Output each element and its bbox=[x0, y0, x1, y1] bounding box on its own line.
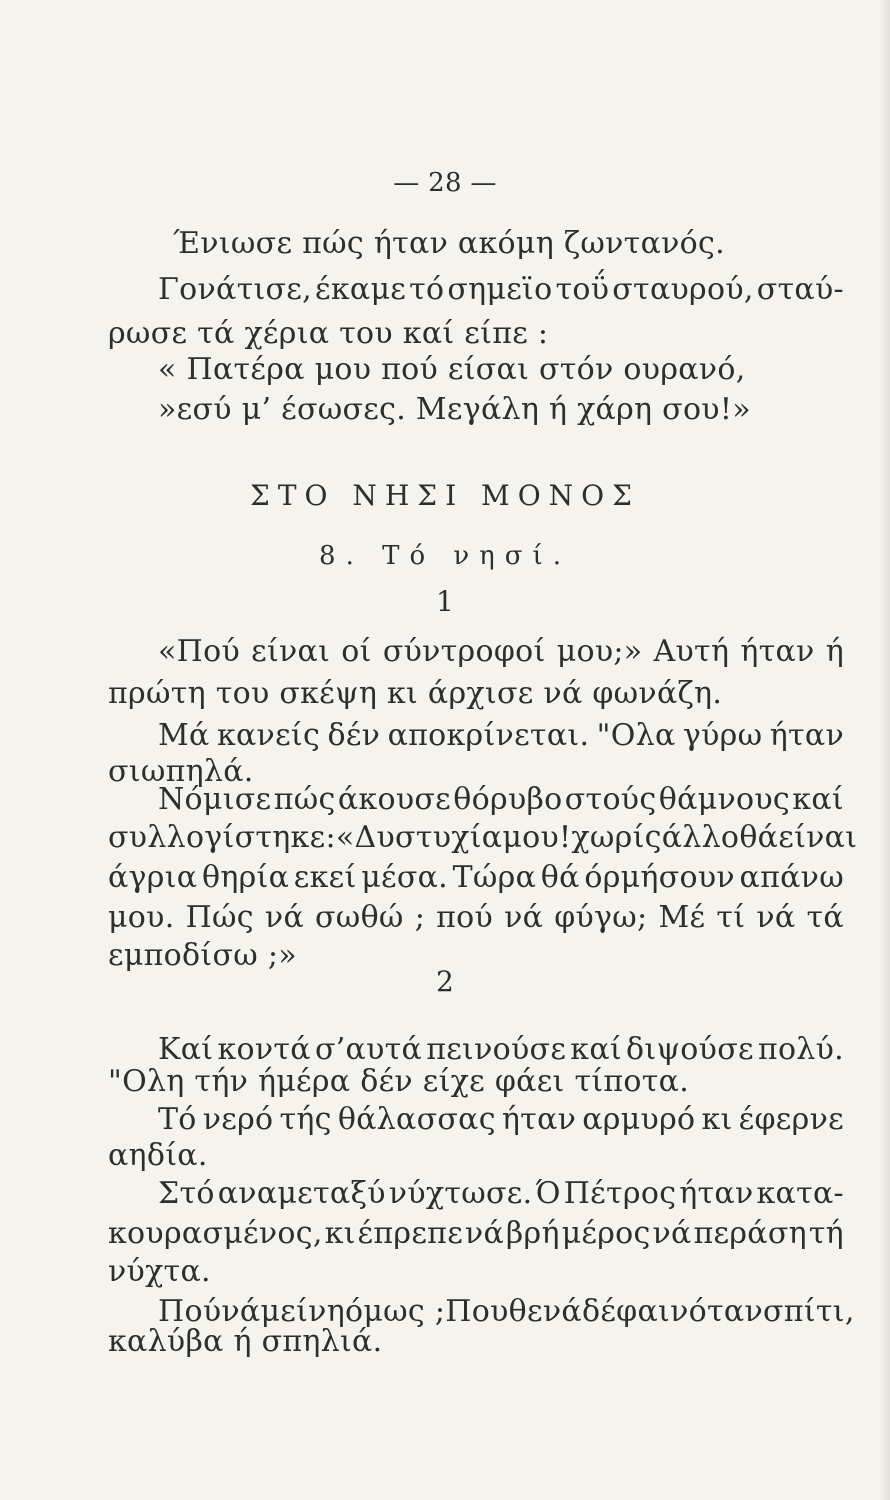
word: κατα- bbox=[756, 1176, 844, 1211]
word: αρμυρό bbox=[582, 1102, 696, 1137]
text-line: καλύβα ή σπηλιά. bbox=[108, 1324, 383, 1359]
word: νά bbox=[464, 1216, 505, 1251]
word: "Ολα bbox=[596, 718, 676, 753]
word: τά bbox=[806, 900, 844, 935]
word: δέ bbox=[581, 1294, 617, 1329]
text-line bbox=[158, 1176, 844, 1212]
word: θά bbox=[739, 820, 779, 855]
word: απάνω bbox=[739, 860, 844, 895]
word: αποκρίνεται. bbox=[387, 718, 590, 753]
word: άγρια bbox=[108, 860, 198, 895]
word: κουρασμένος, bbox=[108, 1216, 323, 1251]
word: τή bbox=[808, 1216, 844, 1251]
text-line bbox=[158, 634, 844, 670]
word: κανείς bbox=[216, 718, 321, 753]
word: μέσα. bbox=[361, 860, 448, 895]
word: ή bbox=[825, 634, 844, 669]
word: έκαμε bbox=[315, 272, 407, 307]
text-line bbox=[158, 1102, 844, 1138]
text-line: νύχτα. bbox=[108, 1254, 211, 1289]
word: Γονάτισε, bbox=[158, 272, 312, 307]
word: στούς bbox=[564, 782, 657, 817]
word: νά bbox=[221, 1294, 261, 1329]
word: άλλο bbox=[661, 820, 740, 855]
word: Αυτή bbox=[653, 634, 730, 669]
word: Πού bbox=[158, 1294, 222, 1329]
text-line: ρωσε τά χέρια του καί είπε : bbox=[108, 316, 549, 351]
word: θά bbox=[540, 860, 580, 895]
word: φαινόταν bbox=[616, 1294, 763, 1329]
text-line: σιωπηλά. bbox=[108, 754, 254, 789]
word: χωρίς bbox=[571, 820, 662, 855]
word: ήταν bbox=[769, 718, 844, 753]
word: διψούσε bbox=[626, 1032, 754, 1067]
text-line bbox=[108, 900, 844, 936]
word: κι bbox=[324, 1216, 356, 1251]
word: φύγω; bbox=[554, 900, 648, 935]
word: Νόμισε bbox=[158, 782, 272, 817]
word: Πώς bbox=[185, 900, 254, 935]
word: μείνη bbox=[260, 1294, 345, 1329]
text-line bbox=[158, 718, 844, 754]
word: θάμνους bbox=[658, 782, 790, 817]
word: άκουσε bbox=[337, 782, 451, 817]
word: κι bbox=[701, 1102, 733, 1137]
word: Τό bbox=[158, 1102, 197, 1137]
word: νερό bbox=[202, 1102, 274, 1137]
text-line: Ένιωσε πώς ήταν ακόμη ζωντανός. bbox=[173, 226, 725, 261]
word: περάση bbox=[693, 1216, 807, 1251]
word: νά bbox=[264, 900, 305, 935]
page-edge bbox=[878, 0, 890, 1500]
word: Ό bbox=[535, 1176, 561, 1211]
chapter-title: 8. Τό νησί. bbox=[319, 541, 571, 571]
word: μέρος bbox=[561, 1216, 651, 1251]
word: έπρεπε bbox=[357, 1216, 464, 1251]
word: σταυρού, bbox=[612, 272, 754, 307]
word: Μά bbox=[158, 718, 210, 753]
page-number: — 28 — bbox=[393, 168, 497, 198]
text-line bbox=[108, 860, 844, 896]
text-line: « Πατέρα μου πού είσαι στόν ουρανό, bbox=[158, 352, 746, 387]
text-line bbox=[108, 1216, 844, 1252]
text-line bbox=[158, 782, 844, 818]
word: σταύ- bbox=[756, 272, 844, 307]
word: καί bbox=[792, 782, 844, 817]
word: θόρυβο bbox=[453, 782, 563, 817]
word: μου;» bbox=[556, 634, 643, 669]
word: νά bbox=[504, 900, 544, 935]
word: όμως ; bbox=[345, 1294, 446, 1329]
word: σωθώ bbox=[315, 900, 404, 935]
text-line bbox=[158, 1032, 844, 1068]
part-number-2: 2 bbox=[435, 965, 455, 998]
word: θάλασσας bbox=[337, 1102, 496, 1137]
word: πολύ. bbox=[757, 1032, 844, 1067]
word: θηρία bbox=[201, 860, 290, 895]
word: είναι bbox=[778, 820, 858, 855]
word: σύντροφοί bbox=[382, 634, 546, 669]
word: σπίτι, bbox=[763, 1294, 855, 1329]
word: σ’αυτά bbox=[314, 1032, 423, 1067]
word: νά bbox=[652, 1216, 692, 1251]
word: Πουθενά bbox=[445, 1294, 582, 1329]
text-line: εμποδίσω ;» bbox=[108, 938, 297, 973]
word: Τώρα bbox=[452, 860, 537, 895]
word: «Πού bbox=[158, 634, 241, 669]
word: βρή bbox=[505, 1216, 560, 1251]
word: δέν bbox=[327, 718, 381, 753]
word: ; bbox=[414, 900, 426, 935]
text-line: αηδία. bbox=[108, 1138, 208, 1173]
word: Πέτρος bbox=[563, 1176, 677, 1211]
part-number-1: 1 bbox=[435, 585, 455, 618]
word: οί bbox=[341, 634, 372, 669]
word: τής bbox=[279, 1102, 332, 1137]
word: μου! bbox=[502, 820, 572, 855]
word: έφερνε bbox=[738, 1102, 844, 1137]
text-line: »εσύ μ’ έσωσες. Μεγάλη ή χάρη σου!» bbox=[158, 392, 751, 427]
word: Στό bbox=[158, 1176, 215, 1211]
word: πού bbox=[436, 900, 494, 935]
word: αναμεταξύ bbox=[217, 1176, 386, 1211]
word: ήταν bbox=[501, 1102, 577, 1137]
word: καί bbox=[570, 1032, 622, 1067]
word: μου. bbox=[108, 900, 175, 935]
word: πεινούσε bbox=[426, 1032, 567, 1067]
word: Καί bbox=[158, 1032, 214, 1067]
word: κοντά bbox=[217, 1032, 311, 1067]
text-line bbox=[158, 272, 844, 308]
word: όρμήσουν bbox=[584, 860, 735, 895]
text-line: πρώτη του σκέψη κι άρχισε νά φωνάζη. bbox=[108, 676, 723, 711]
word: συλλογίστηκε: bbox=[108, 820, 336, 855]
word: πώς bbox=[273, 782, 336, 817]
text-line: "Ολη τήν ήμέρα δέν είχε φάει τίποτα. bbox=[108, 1064, 690, 1099]
word: νύχτωσε. bbox=[388, 1176, 533, 1211]
section-title: ΣΤΟ ΝΗΣΙ ΜΟΝΟΣ bbox=[250, 479, 640, 512]
word: είναι bbox=[251, 634, 331, 669]
word: «Δυστυχία bbox=[335, 820, 503, 855]
word: ήταν bbox=[740, 634, 815, 669]
word: εκεί bbox=[293, 860, 357, 895]
word: ήταν bbox=[679, 1176, 754, 1211]
text-line bbox=[108, 820, 858, 856]
word: σημεϊο bbox=[447, 272, 553, 307]
word: νά bbox=[756, 900, 796, 935]
word: τό bbox=[409, 272, 445, 307]
word: γύρω bbox=[682, 718, 763, 753]
word: τί bbox=[716, 900, 746, 935]
word: Μέ bbox=[658, 900, 706, 935]
word: τοΰ bbox=[555, 272, 610, 307]
